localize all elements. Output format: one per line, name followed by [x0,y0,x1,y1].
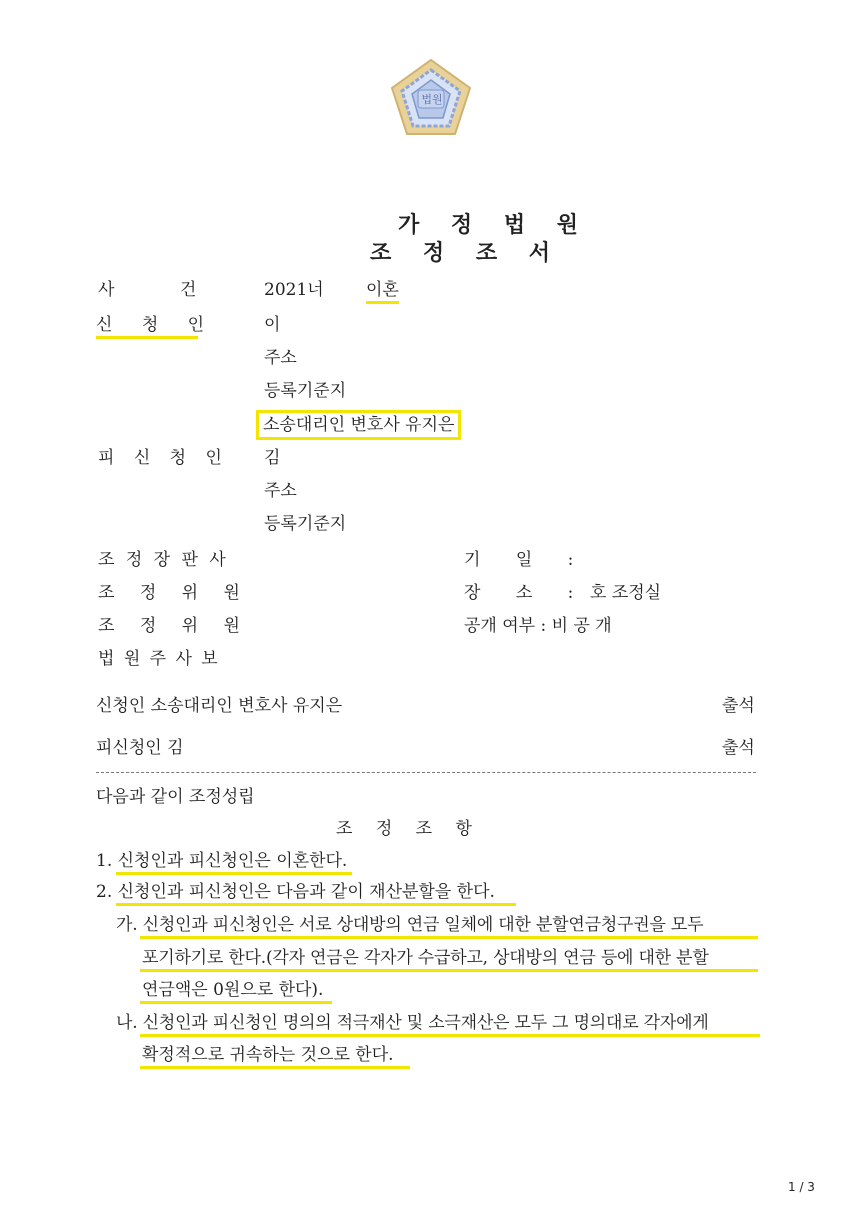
term-1: 1. 신청인과 피신청인은 이혼한다. [96,851,348,871]
member2-label: 조 정 위 원 [98,616,240,636]
term-2-ga-line3: 연금액은 0원으로 한다). [142,980,324,1000]
emblem-text: 법원 [421,93,443,106]
case-number: 2021너 [264,280,324,300]
applicant-attorney: 소송대리인 변호사 유지은 [256,410,461,440]
term-2-ga-highlight-1 [140,936,758,939]
term-2-ga-highlight-2 [140,969,758,972]
term-2-highlight [116,903,516,906]
term-2-ga-highlight-3 [140,1001,332,1004]
attendance-respondent: 피신청인 김 [96,738,184,758]
judge-label: 조 정 장 판 사 [98,550,229,570]
respondent-name: 김 [264,448,281,468]
public-status: 공개 여부 : 비 공 개 [464,616,612,636]
section-divider [96,772,756,773]
term-2-na-line1: 나. 신청인과 피신청인 명의의 적극재산 및 소극재산은 모두 그 명의대로 각자에게 [116,1013,709,1033]
attendance-applicant: 신청인 소송대리인 변호사 유지은 [96,696,343,716]
applicant-address: 주소 [264,348,297,368]
term-2-na-highlight-2 [140,1066,410,1069]
applicant-label: 신 청 인 [96,315,198,339]
attendance-respondent-status: 출석 [722,738,755,758]
member1-label: 조 정 위 원 [98,583,240,603]
place-label: 장 소 : [464,583,574,603]
term-2-ga-line2: 포기하기로 한다.(각자 연금은 각자가 수급하고, 상대방의 연금 등에 대한 분할 [142,948,709,968]
respondent-address: 주소 [264,481,297,501]
applicant-domicile: 등록기준지 [264,381,347,401]
term-2-na-line2: 확정적으로 귀속하는 것으로 한다. [142,1045,394,1065]
case-type: 이혼 [366,280,399,304]
clerk-label: 법 원 주 사 보 [98,649,220,669]
term-2: 2. 신청인과 피신청인은 다음과 같이 재산분할을 한다. [96,882,495,902]
term-1-highlight [116,872,352,875]
attendance-applicant-status: 출석 [722,696,755,716]
court-emblem [388,56,474,140]
case-label-text: 사 건 [98,280,197,300]
term-2-na-highlight-1 [140,1034,760,1037]
place-value: 호 조정실 [590,583,662,603]
page-number: 1 / 3 [788,1180,815,1194]
respondent-domicile: 등록기준지 [264,514,347,534]
date-label: 기 일 : [464,550,574,570]
terms-heading: 조 정 조 항 [336,819,472,839]
respondent-label: 피 신 청 인 [98,448,229,468]
document-title: 조 정 조 서 [370,240,562,266]
applicant-name: 이 [264,315,281,335]
term-2-ga-line1: 가. 신청인과 피신청인은 서로 상대방의 연금 일체에 대한 분할연금청구권을 모두 [116,915,704,935]
court-title: 가 정 법 원 [398,212,590,238]
agreement-intro: 다음과 같이 조정성립 [96,787,255,807]
case-label [98,280,198,300]
